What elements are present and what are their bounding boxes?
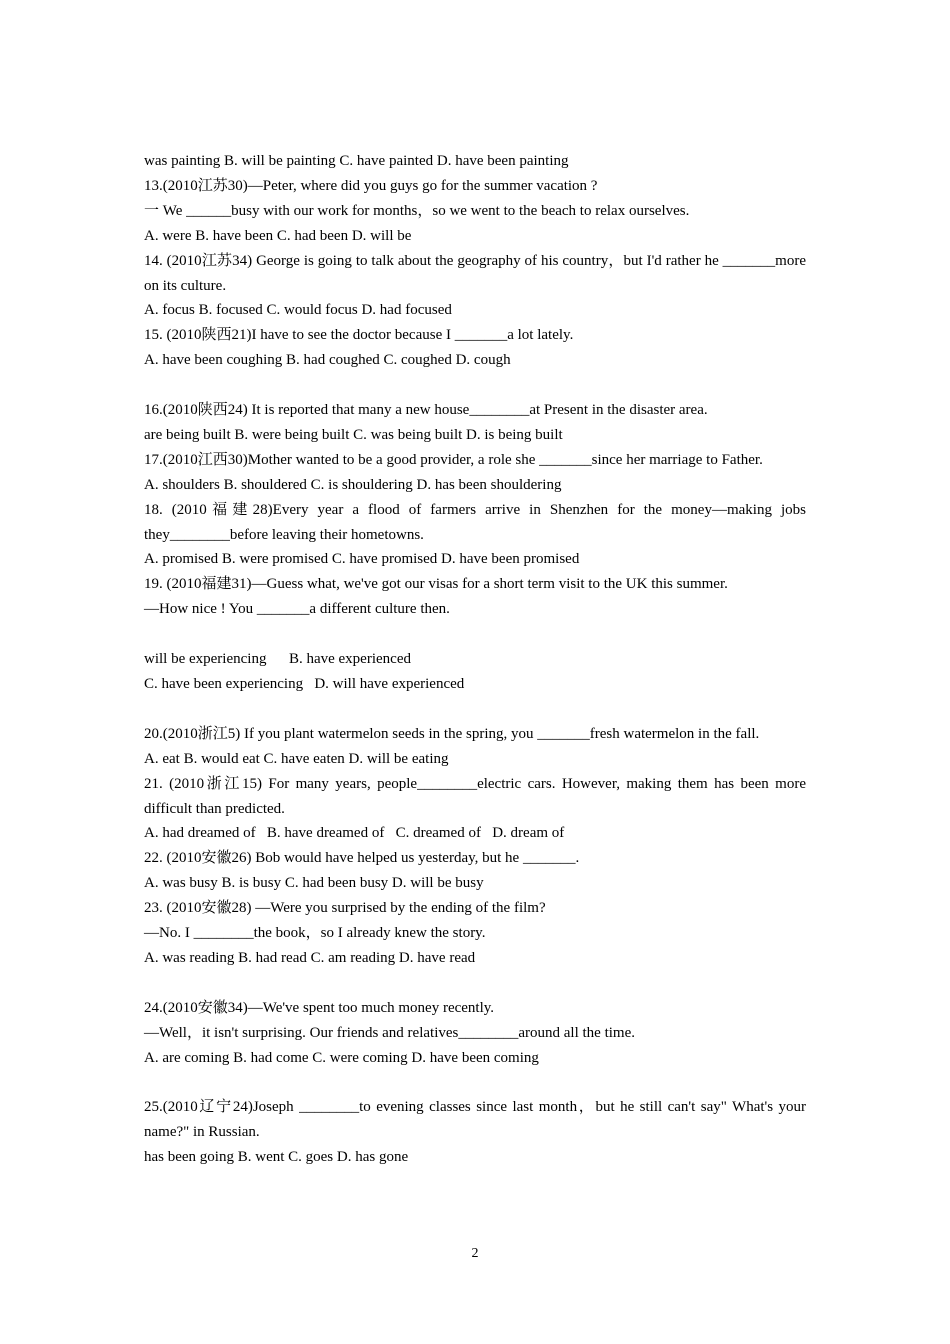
question-23-reply: —No. I ________the book，so I already knew the story. xyxy=(144,925,486,942)
question-19: 19. (2010福建31)—Guess what, we've got our visas for a short term visit to the UK this summer. xyxy=(144,576,728,593)
answer-options-19-a: will be experiencing B. have experienced xyxy=(144,651,411,668)
question-21: 21. (2010浙江15) For many years, people________electric cars. However, making them has been more difficult than predicted. xyxy=(144,775,806,817)
question-13-reply: 一 We ______busy with our work for months，so we went to the beach to relax ourselves. xyxy=(144,202,690,219)
answer-options-16: are being built B. were being built C. was being built D. is being built xyxy=(144,426,563,443)
question-22: 22. (2010安徽26) Bob would have helped us yesterday, but he _______. xyxy=(144,850,580,867)
question-25: 25.(2010辽宁24)Joseph ________to evening classes since last month，but he still can't say" What's your name?" in Russian. xyxy=(144,1099,806,1141)
question-24: 24.(2010安徽34)—We've spent too much money recently. xyxy=(144,999,495,1016)
document-body xyxy=(144,149,806,1170)
question-17: 17.(2010江西30)Mother wanted to be a good provider, a role she _______since her marriage to Father. xyxy=(144,451,763,468)
answer-options-20: A. eat B. would eat C. have eaten D. will be eating xyxy=(144,750,449,767)
answer-options-23: A. was reading B. had read C. am reading D. have read xyxy=(144,949,476,966)
answer-options-14: A. focus B. focused C. would focus D. had focused xyxy=(144,302,452,319)
answer-options-12: was painting B. will be painting C. have painted D. have been painting xyxy=(144,153,569,169)
question-24-reply: —Well，it isn't surprising. Our friends and relatives________around all the time. xyxy=(144,1024,635,1041)
question-16: 16.(2010陕西24) It is reported that many a new house________at Present in the disaster area. xyxy=(144,402,708,419)
answer-options-13: A. were B. have been C. had been D. will be xyxy=(144,227,412,244)
answer-options-22: A. was busy B. is busy C. had been busy D. will be busy xyxy=(144,875,484,892)
question-18: 18. (2010福建28)Every year a flood of farmers arrive in Shenzhen for the money—making jobs they________before leaving their hometowns. xyxy=(144,501,806,543)
spacer xyxy=(144,1070,806,1095)
answer-options-21: A. had dreamed of B. have dreamed of C. dreamed of D. dream of xyxy=(144,825,565,842)
question-15: 15. (2010陕西21)I have to see the doctor because I _______a lot lately. xyxy=(144,327,574,344)
answer-options-17: A. shoulders B. shouldered C. is shouldering D. has been shouldering xyxy=(144,476,562,493)
spacer xyxy=(144,373,806,398)
answer-options-24: A. are coming B. had come C. were coming D. have been coming xyxy=(144,1049,539,1066)
spacer xyxy=(144,971,806,996)
spacer xyxy=(144,697,806,722)
question-19-reply: —How nice ! You _______a different culture then. xyxy=(144,601,450,618)
answer-options-15: A. have been coughing B. had coughed C. coughed D. cough xyxy=(144,352,511,369)
page-number: 2 xyxy=(471,1246,479,1261)
spacer xyxy=(144,622,806,647)
question-20: 20.(2010浙江5) If you plant watermelon seeds in the spring, you _______fresh watermelon in the fall. xyxy=(144,725,760,742)
answer-options-25: has been going B. went C. goes D. has gone xyxy=(144,1149,409,1166)
answer-options-19-b: C. have been experiencing D. will have experienced xyxy=(144,676,465,692)
question-14: 14. (2010江苏34) George is going to talk about the geography of his country，but I'd rather he _______more on its culture. xyxy=(144,252,806,294)
question-13: 13.(2010江苏30)—Peter, where did you guys go for the summer vacation ? xyxy=(144,177,598,194)
answer-options-18: A. promised B. were promised C. have promised D. have been promised xyxy=(144,551,580,568)
question-23: 23. (2010安徽28) —Were you surprised by the ending of the film? xyxy=(144,900,546,917)
